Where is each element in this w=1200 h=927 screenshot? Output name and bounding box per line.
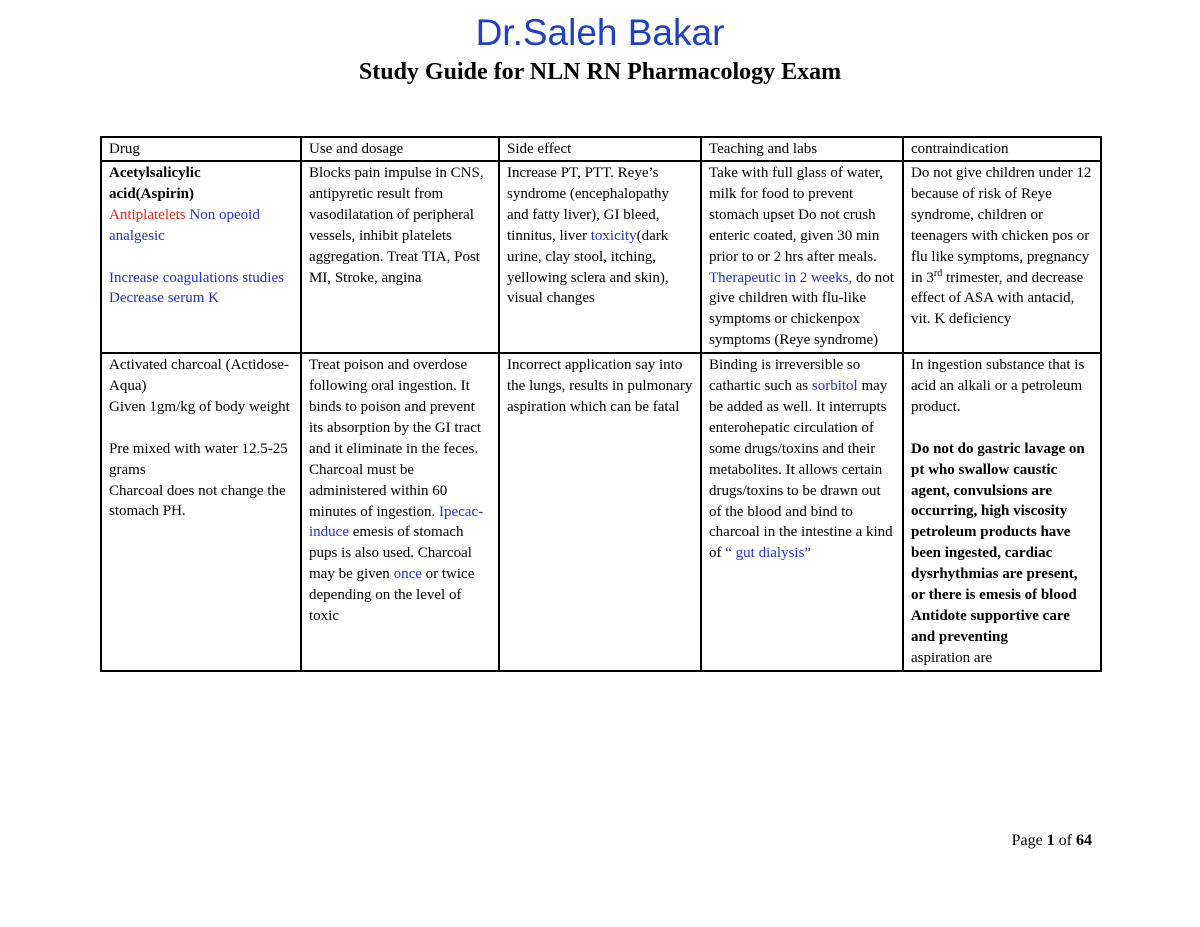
column-header-side-effect: Side effect: [499, 137, 701, 161]
teaching2-text-sorbitol: sorbitol: [811, 378, 858, 395]
cell-use-aspirin: Blocks pain impulse in CNS, antipyretic result from vasodilatation of peripheral vessels, inhibit platelets aggregation. Treat TIA, Post MI, Stroke, angina: [301, 161, 499, 353]
teaching-text-a: Take with full glass of water, milk for food to prevent stomach upset Do not crush enteric coated, given 30 min prior to or 2 hrs after meals.: [709, 165, 884, 265]
teaching2-text-c: may be added as well. It interrupts enterohepatic circulation of some drugs/toxins and their metabolites. It allows certain drugs/toxins to be drawn out of the blood and bind to charcoal in the intestine a kind of: [709, 378, 893, 562]
teaching-text-c: do not give children with flu-like symptoms or chickenpox symptoms (Reye syndrome): [709, 269, 894, 349]
use-text-once: once: [393, 566, 422, 583]
page-number: 1: [1046, 832, 1055, 849]
teaching2-text-a: Binding is irreversible so cathartic such as: [709, 357, 861, 395]
side-text-toxicity: toxicity: [590, 227, 637, 244]
page-footer: [1012, 832, 1092, 850]
teaching-text-therapeutic: Therapeutic in 2 weeks,: [709, 269, 853, 286]
drug-class-red: Antiplatelets: [109, 206, 186, 223]
side-text-a: Increase PT, PTT. Reye’s syndrome (encephalopathy and fatty liver), GI bleed, tinnitus, liver: [507, 165, 670, 244]
use-text-ipecac: Ipecac-induce: [309, 503, 484, 541]
page-of-label: of: [1054, 832, 1076, 849]
cell-contra-aspirin: [903, 161, 1101, 353]
drug-name-line2: acid(Aspirin): [109, 185, 195, 202]
column-header-use: Use and dosage: [301, 137, 499, 161]
contra-text-b: trimester, and decrease effect of ASA with antacid, vit. K deficiency: [911, 269, 1084, 328]
table-row: [101, 161, 1101, 353]
cell-teaching-charcoal: [701, 353, 903, 671]
column-header-drug: Drug: [101, 137, 301, 161]
drug-name-line1: Acetylsalicylic: [109, 165, 201, 181]
table-row: [101, 353, 1101, 671]
cell-use-charcoal: [301, 353, 499, 671]
drug-line-4: Charcoal does not change the stomach PH.: [109, 482, 286, 520]
contra2-text-c: aspiration are: [911, 649, 993, 666]
page-label: Page: [1011, 832, 1047, 849]
use-text-e: or twice depending on the level of toxic: [309, 566, 475, 625]
cell-drug-charcoal: [101, 353, 301, 671]
contra2-text-bold: Do not do gastric lavage on pt who swallow caustic agent, convulsions are occurring, high viscosity petroleum products have been ingested, cardiac dysrhythmias are present, or there is emesis of blood Antidote supportive care and preventing: [911, 440, 1085, 645]
cell-side-charcoal: Incorrect application say into the lungs, results in pulmonary aspiration which can be fatal: [499, 353, 701, 671]
column-header-contraindication: contraindication: [903, 137, 1101, 161]
drug-table: [100, 136, 1102, 672]
page-total: 64: [1076, 832, 1092, 849]
page-title: Study Guide for NLN RN Pharmacology Exam: [358, 59, 842, 85]
cell-teaching-aspirin: [701, 161, 903, 353]
use-text-a: Treat poison and overdose following oral ingestion. It binds to poison and prevent its absorption by the GI tract and it eliminate in the feces. Charcoal must be administered within 60 minutes of ingestion.: [309, 357, 482, 520]
side-text-c: (dark urine, clay stool, itching, yellowing sclera and skin), visual changes: [507, 227, 669, 307]
cell-contra-charcoal: [903, 353, 1101, 671]
contra-text-a: Do not give children under 12 because of risk of Reye syndrome, children or teenagers with chicken pos or flu like symptoms, pregnancy in 3: [911, 165, 1092, 286]
teaching2-text-gut: “ gut dialysis”: [725, 545, 812, 562]
drug-line-2: Given 1gm/kg of body weight: [109, 398, 290, 415]
contra-sup: rd: [933, 267, 943, 279]
contra2-text-a: In ingestion substance that is acid an alkali or a petroleum product.: [911, 357, 1085, 415]
drug-class: [109, 205, 293, 247]
table-header-row: [101, 137, 1101, 161]
drug-line-3: Pre mixed with water 12.5-25 grams: [109, 440, 288, 478]
drug-line-1: Activated charcoal (Actidose-Aqua): [109, 357, 289, 395]
drug-class-blue: Non opeoid analgesic: [109, 206, 260, 244]
lab-effect-2: Decrease serum K: [109, 290, 219, 307]
cell-drug-aspirin: [101, 161, 301, 353]
cell-side-aspirin: [499, 161, 701, 353]
column-header-teaching: Teaching and labs: [701, 137, 903, 161]
use-text-c: emesis of stomach pups is also used. Charcoal may be given: [309, 524, 472, 583]
lab-effect-1: Increase coagulations studies: [109, 269, 284, 286]
author-name: Dr.Saleh Bakar: [475, 12, 725, 53]
